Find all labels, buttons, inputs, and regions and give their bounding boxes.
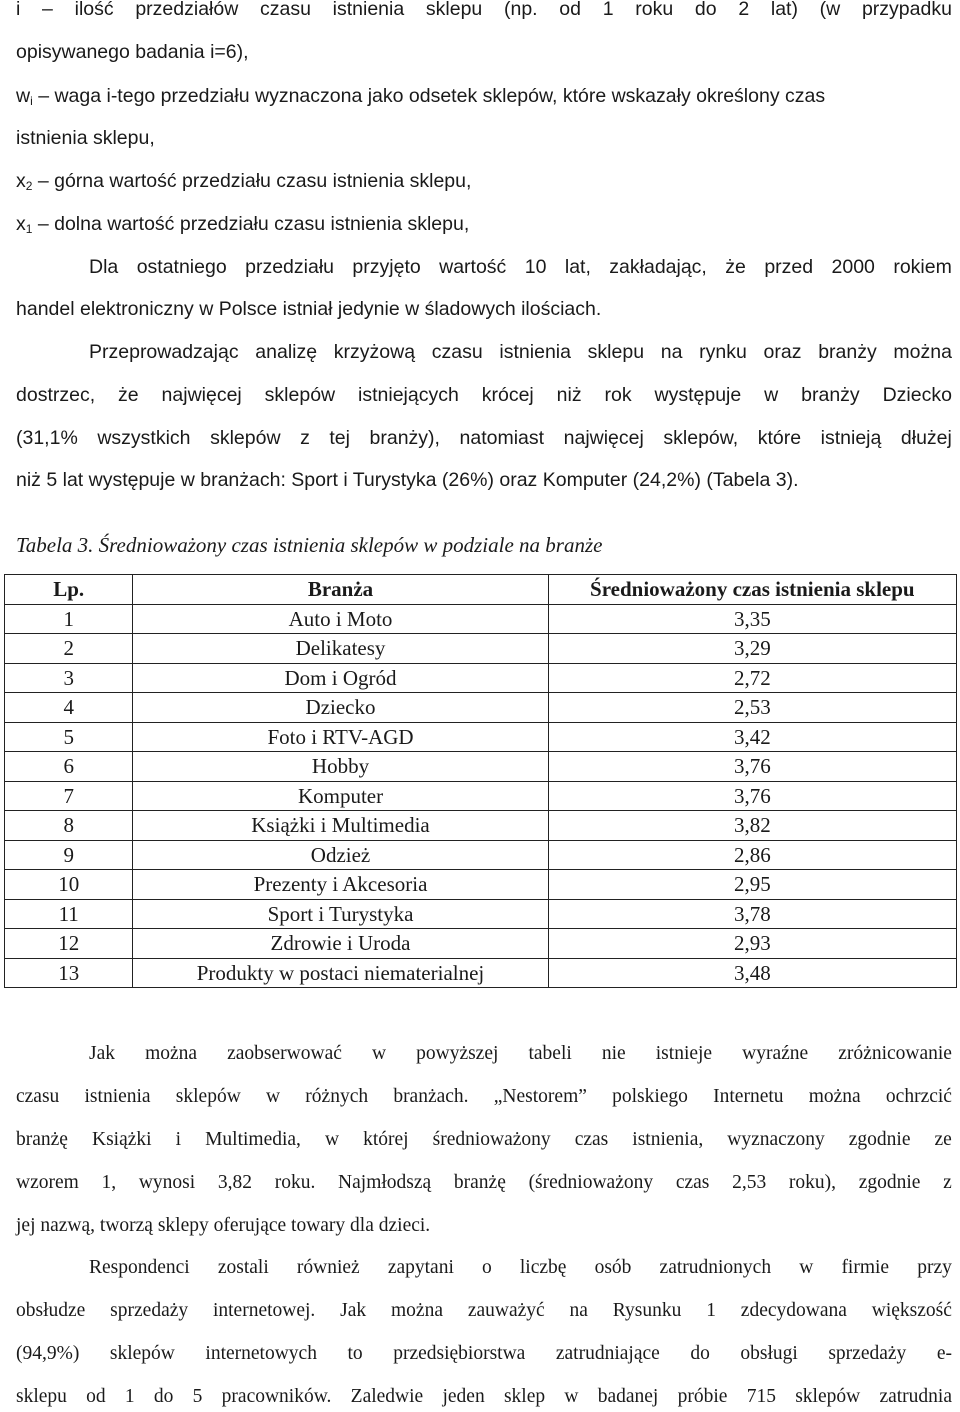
paragraph-4-line-3 — [16, 1342, 952, 1366]
cell-czas: 3,82 — [548, 811, 956, 841]
word: w — [266, 1086, 281, 1107]
word: występuje — [654, 384, 742, 406]
word: sklepów, — [663, 427, 739, 449]
word: istnienia — [332, 0, 405, 20]
word: czasu — [16, 1086, 60, 1107]
word: dłużej — [900, 427, 952, 449]
definition-w-continued: istnienia sklepu, — [16, 127, 155, 149]
word: badanej — [597, 1386, 659, 1407]
word: polskiego — [612, 1086, 688, 1107]
cell-branza: Komputer — [133, 781, 548, 811]
word: (np. — [503, 0, 538, 20]
word: rokiem — [893, 256, 952, 278]
table-row — [5, 958, 957, 988]
cell-lp: 2 — [5, 634, 133, 664]
cell-lp: 7 — [5, 781, 133, 811]
word: zapytani — [387, 1257, 454, 1278]
word: z — [943, 1172, 952, 1193]
symbol-x: x — [16, 213, 26, 235]
word: Jak — [89, 1043, 115, 1064]
table-row — [5, 604, 957, 634]
word: istnieją — [820, 427, 882, 449]
word: analizę — [255, 341, 318, 363]
word: w — [764, 384, 779, 406]
word: Dziecko — [882, 384, 952, 406]
cell-lp: 4 — [5, 693, 133, 723]
word: sklepów — [109, 1343, 175, 1364]
word: przypadku — [861, 0, 952, 20]
word: że — [118, 384, 139, 406]
table-row — [5, 722, 957, 752]
word: zatrudniające — [555, 1343, 660, 1364]
word: Multimedia, — [205, 1129, 301, 1150]
word: czasu — [431, 341, 483, 363]
cell-branza: Dziecko — [133, 693, 548, 723]
word: 2 — [738, 0, 750, 20]
word: 1 — [706, 1300, 716, 1321]
word: Zaledwie — [350, 1386, 424, 1407]
paragraph-3-line-5: jej nazwą, tworzą sklepy oferujące towary dla dzieci. — [16, 1215, 431, 1236]
word: roku — [635, 0, 674, 20]
word: przedziałów — [135, 0, 239, 20]
word: ochrzcić — [885, 1086, 952, 1107]
word: rynku — [699, 341, 747, 363]
word: sklep — [503, 1386, 546, 1407]
word: czas — [675, 1172, 710, 1193]
word: Książki — [92, 1129, 152, 1150]
word: 1 — [124, 1386, 135, 1407]
cell-czas: 3,42 — [548, 722, 956, 752]
word: czasu — [260, 0, 311, 20]
word: lat) — [770, 0, 798, 20]
paragraph-3-line-3 — [16, 1128, 952, 1152]
header-sredni-czas: Średnioważony czas istnienia sklepu — [548, 575, 956, 605]
word: istniejących — [358, 384, 459, 406]
word: najwięcej — [563, 427, 644, 449]
word: w — [371, 1043, 387, 1064]
cell-czas: 3,76 — [548, 752, 956, 782]
word: zaobserwować — [227, 1043, 342, 1064]
definition-w-text: – waga i-tego przedziału wyznaczona jako odsetek sklepów, które wskazały określony czas — [38, 85, 826, 107]
word: zróżnicowanie — [838, 1043, 952, 1064]
word: której — [363, 1129, 409, 1150]
symbol-w: w — [16, 85, 31, 107]
definition-x2-line — [16, 169, 471, 193]
word: o — [482, 1257, 492, 1278]
word: zgodnie — [858, 1172, 921, 1193]
word: powyższej — [416, 1043, 499, 1064]
cell-branza: Delikatesy — [133, 634, 548, 664]
cell-lp: 8 — [5, 811, 133, 841]
paragraph-4-line-1 — [89, 1256, 952, 1280]
table-row — [5, 929, 957, 959]
cell-lp: 5 — [5, 722, 133, 752]
cell-branza: Foto i RTV-AGD — [133, 722, 548, 752]
cell-lp: 6 — [5, 752, 133, 782]
word: do — [153, 1386, 174, 1407]
word: przedziału — [245, 256, 334, 278]
word: Respondenci — [89, 1257, 190, 1278]
table-caption: Tabela 3. Średnioważony czas istnienia sklepów w podziale na branże — [16, 533, 603, 557]
word: można — [391, 1300, 443, 1321]
word: branży), — [369, 427, 440, 449]
word: roku), — [788, 1172, 837, 1193]
word: oraz — [763, 341, 802, 363]
cell-lp: 12 — [5, 929, 133, 959]
paragraph-1-line-1 — [89, 255, 952, 279]
table-row — [5, 693, 957, 723]
table-row — [5, 752, 957, 782]
word: istnienia — [84, 1086, 151, 1107]
word: zatrudnia — [879, 1386, 952, 1407]
word: zdecydowana — [740, 1300, 847, 1321]
cell-branza: Książki i Multimedia — [133, 811, 548, 841]
paragraph-3-line-4 — [16, 1171, 952, 1195]
word: większość — [871, 1300, 952, 1321]
word: wynosi — [138, 1172, 196, 1193]
word: firmie — [841, 1257, 890, 1278]
word: internetowej. — [212, 1300, 316, 1321]
cell-czas: 3,76 — [548, 781, 956, 811]
word: również — [296, 1257, 360, 1278]
paragraph-2-line-1 — [89, 340, 952, 364]
word: istnieje — [655, 1043, 713, 1064]
word: do — [690, 1343, 710, 1364]
word: (średnioważony — [528, 1172, 654, 1193]
word: zakładając, — [609, 256, 707, 278]
word: różnych — [305, 1086, 369, 1107]
paragraph-4-line-4 — [16, 1385, 952, 1409]
word: średnioważony — [432, 1129, 551, 1150]
cell-branza: Zdrowie i Uroda — [133, 929, 548, 959]
definition-x1-line — [16, 212, 469, 236]
word: sklepu — [425, 0, 483, 20]
word: ze — [934, 1129, 952, 1150]
cell-branza: Prezenty i Akcesoria — [133, 870, 548, 900]
word: branżach. — [393, 1086, 469, 1107]
word: od — [559, 0, 581, 20]
word: istnienia, — [632, 1129, 704, 1150]
cell-lp: 10 — [5, 870, 133, 900]
word: przyjęto — [352, 256, 421, 278]
word: obsłudze — [16, 1300, 86, 1321]
word: Jak — [340, 1300, 367, 1321]
word: to — [347, 1343, 363, 1364]
table-body — [5, 604, 957, 988]
word: przed — [764, 256, 814, 278]
word: Przeprowadzając — [89, 341, 239, 363]
word: 2000 — [831, 256, 875, 278]
table-row — [5, 870, 957, 900]
word: tabeli — [528, 1043, 572, 1064]
word: branży — [818, 341, 877, 363]
word: wyraźne — [742, 1043, 809, 1064]
word: roku. — [274, 1172, 316, 1193]
table-header-row — [5, 575, 957, 605]
word: krócej — [481, 384, 534, 406]
word: dostrzec, — [16, 384, 96, 406]
word: Dla — [89, 256, 119, 278]
word: sklepów — [210, 427, 281, 449]
word: „Nestorem” — [493, 1086, 587, 1107]
word: sklepu — [587, 341, 645, 363]
table-row — [5, 781, 957, 811]
word: sklepów — [795, 1386, 861, 1407]
word: sklepu — [16, 1386, 67, 1407]
table-row — [5, 899, 957, 929]
cell-czas: 2,95 — [548, 870, 956, 900]
word: ilość — [74, 0, 114, 20]
word: (31,1% — [16, 427, 78, 449]
cell-branza: Hobby — [133, 752, 548, 782]
word: 715 — [746, 1386, 776, 1407]
paragraph-2-line-4: niż 5 lat występuje w branżach: Sport i Turystyka (26%) oraz Komputer (24,2%) (Tabela 3). — [16, 469, 799, 491]
word: i — [16, 0, 21, 20]
word: najwięcej — [161, 384, 242, 406]
header-lp: Lp. — [5, 575, 133, 605]
paragraph-2-line-3 — [16, 426, 952, 450]
word: niż — [556, 384, 582, 406]
paragraph-2-line-2 — [16, 383, 952, 407]
word: które — [757, 427, 802, 449]
word: na — [569, 1300, 588, 1321]
definition-w-line — [16, 84, 825, 108]
word: w — [799, 1257, 814, 1278]
word: osób — [594, 1257, 632, 1278]
cell-branza: Auto i Moto — [133, 604, 548, 634]
cell-branza: Dom i Ogród — [133, 663, 548, 693]
definition-x1-text: – dolna wartość przedziału czasu istnienia sklepu, — [32, 213, 470, 235]
word: od — [86, 1386, 106, 1407]
word: branży — [801, 384, 860, 406]
word: wartość — [439, 256, 507, 278]
cell-czas: 3,48 — [548, 958, 956, 988]
word: 2,53 — [732, 1172, 767, 1193]
word: nie — [601, 1043, 626, 1064]
cell-lp: 9 — [5, 840, 133, 870]
word: zostali — [217, 1257, 269, 1278]
word: zatrudnionych — [659, 1257, 772, 1278]
word: można — [808, 1086, 861, 1107]
cell-branza: Odzież — [133, 840, 548, 870]
word: branżę — [453, 1172, 506, 1193]
cell-lp: 1 — [5, 604, 133, 634]
word: sklepów — [175, 1086, 241, 1107]
word: krzyżową — [333, 341, 416, 363]
word: przy — [917, 1257, 952, 1278]
word: że — [725, 256, 746, 278]
paragraph-4-line-2 — [16, 1299, 952, 1323]
word: sprzedaży — [828, 1343, 907, 1364]
cell-lp: 3 — [5, 663, 133, 693]
word: zauważyć — [467, 1300, 545, 1321]
word: próbie — [677, 1386, 728, 1407]
word: i — [175, 1129, 182, 1150]
word: pracowników. — [221, 1386, 332, 1407]
word: natomiast — [459, 427, 545, 449]
paragraph-3-line-2 — [16, 1085, 952, 1109]
word: 3,82 — [217, 1172, 253, 1193]
word: 1, — [101, 1172, 117, 1193]
word: liczbę — [519, 1257, 567, 1278]
table-row — [5, 634, 957, 664]
word: ostatniego — [136, 256, 227, 278]
word: do — [694, 0, 717, 20]
table-row — [5, 811, 957, 841]
word: – — [42, 0, 53, 20]
cell-czas: 3,35 — [548, 604, 956, 634]
word: internetowych — [205, 1343, 317, 1364]
word: Najmłodszą — [338, 1172, 432, 1193]
subscript-2: 2 — [25, 179, 33, 193]
cell-branza: Sport i Turystyka — [133, 899, 548, 929]
word: na — [660, 341, 683, 363]
cell-branza: Produkty w postaci niematerialnej — [133, 958, 548, 988]
word: e- — [936, 1343, 952, 1364]
word: Rysunku — [612, 1300, 682, 1321]
definition-i-continued: opisywanego badania i=6), — [16, 41, 249, 63]
word: branżę — [16, 1129, 68, 1150]
word: można — [145, 1043, 198, 1064]
word: obsługi — [740, 1343, 798, 1364]
subscript-i: i — [30, 94, 33, 108]
word: tej — [329, 427, 350, 449]
word: 10 — [524, 256, 547, 278]
cell-czas: 2,86 — [548, 840, 956, 870]
cell-czas: 2,53 — [548, 693, 956, 723]
header-branza: Branża — [133, 575, 548, 605]
definition-x2-text: – górna wartość przedziału czasu istnienia sklepu, — [32, 170, 472, 192]
word: rok — [604, 384, 632, 406]
cell-czas: 2,72 — [548, 663, 956, 693]
word: Internetu — [713, 1086, 784, 1107]
table-row — [5, 840, 957, 870]
word: przedsiębiorstwa — [393, 1343, 526, 1364]
word: sklepów — [264, 384, 336, 406]
word: lat, — [564, 256, 591, 278]
word: czas — [574, 1129, 609, 1150]
word: (w — [819, 0, 841, 20]
word: w — [564, 1386, 579, 1407]
duration-by-industry-table — [4, 574, 957, 988]
cell-czas: 3,29 — [548, 634, 956, 664]
word: (94,9%) — [16, 1343, 80, 1364]
symbol-x: x — [16, 170, 26, 192]
cell-czas: 2,93 — [548, 929, 956, 959]
cell-lp: 11 — [5, 899, 133, 929]
word: jeden — [442, 1386, 485, 1407]
cell-lp: 13 — [5, 958, 133, 988]
word: w — [324, 1129, 340, 1150]
paragraph-3-line-1 — [89, 1042, 952, 1066]
paragraph-1-line-2: handel elektroniczny w Polsce istniał jedynie w śladowych ilościach. — [16, 298, 602, 320]
word: z — [300, 427, 310, 449]
word: sprzedaży — [110, 1300, 189, 1321]
definition-i-line — [16, 0, 952, 21]
word: można — [893, 341, 952, 363]
cell-czas: 3,78 — [548, 899, 956, 929]
word: 1 — [602, 0, 614, 20]
word: wyznaczony — [727, 1129, 825, 1150]
table-row — [5, 663, 957, 693]
word: wzorem — [16, 1172, 79, 1193]
subscript-1: 1 — [25, 222, 33, 236]
word: wszystkich — [97, 427, 191, 449]
word: istnienia — [499, 341, 571, 363]
word: zgodnie — [848, 1129, 911, 1150]
word: 5 — [192, 1386, 203, 1407]
